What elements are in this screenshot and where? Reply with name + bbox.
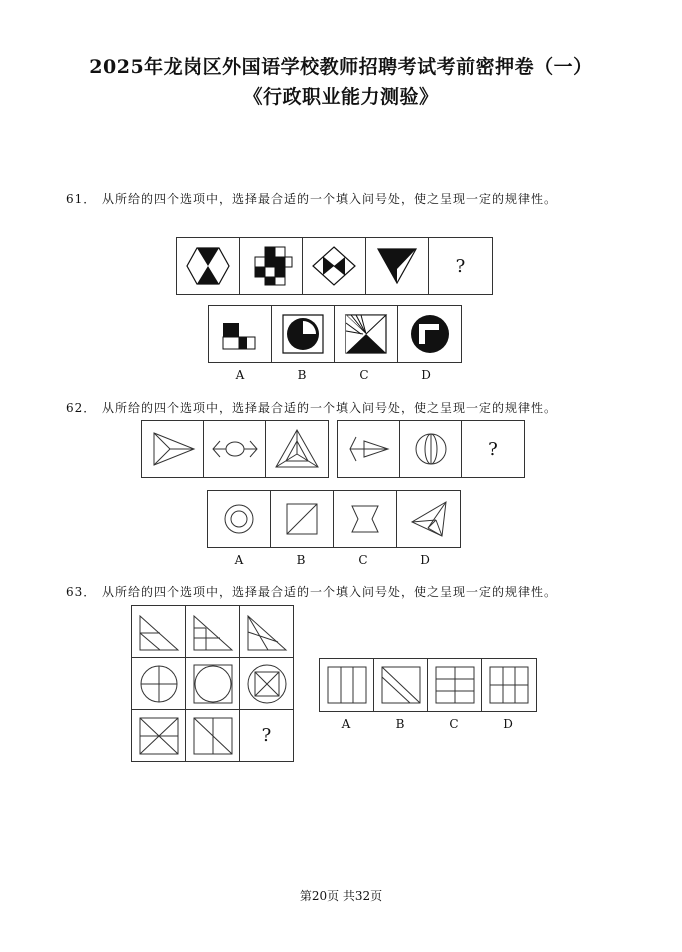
q62-stem-right <box>337 420 525 478</box>
q61-stem-row <box>176 237 493 295</box>
q62-options-row <box>207 490 461 548</box>
q63-cell-1-3 <box>240 606 294 658</box>
q61-stem-arrow-shape <box>366 238 429 294</box>
q61-option-a <box>209 306 272 362</box>
q61-option-labels <box>209 368 457 382</box>
q61-stem-hexagon <box>177 238 240 294</box>
q61-stem-diamond <box>303 238 366 294</box>
q62-stem-left <box>141 420 329 478</box>
option-label-a: A <box>235 368 245 382</box>
q63-cell-2-1 <box>132 658 186 710</box>
q63-options-row <box>319 658 537 712</box>
q63-cell-2-3 <box>240 658 294 710</box>
q63-cell-2-2 <box>186 658 240 710</box>
q61-options-row <box>208 305 462 363</box>
q63-cell-1-2 <box>186 606 240 658</box>
q63-option-labels <box>319 717 535 731</box>
question-text: 从所给的四个选项中，选择最合适的一个填入问号处，使之呈现一定的规律性。 <box>102 401 558 415</box>
q62-option-a <box>208 491 271 547</box>
option-label-c: C <box>358 553 368 567</box>
q61-option-c <box>335 306 398 362</box>
q63-option-c <box>428 659 482 711</box>
q61-stem-question <box>429 238 492 294</box>
q62-option-b <box>271 491 334 547</box>
option-label-d: D <box>503 717 513 731</box>
q62-stem-2 <box>204 421 266 477</box>
q63-option-b <box>374 659 428 711</box>
option-label-a: A <box>341 717 351 731</box>
question-text: 从所给的四个选项中，选择最合适的一个填入问号处，使之呈现一定的规律性。 <box>102 192 558 206</box>
q63-cell-3-1 <box>132 710 186 762</box>
question-mark: ? <box>261 725 272 746</box>
question-number: 63． <box>66 585 97 599</box>
q62-stem-1 <box>142 421 204 477</box>
question-mark: ? <box>455 255 466 277</box>
option-label-d: D <box>421 368 431 382</box>
option-label-b: B <box>296 553 306 567</box>
q62-stem-5 <box>400 421 462 477</box>
q63-cell-3-3 <box>240 710 294 762</box>
option-label-c: C <box>449 717 459 731</box>
q63-option-d <box>482 659 536 711</box>
question-mark: ? <box>488 438 498 460</box>
q62-stem-3 <box>266 421 328 477</box>
q62-option-labels <box>208 553 456 567</box>
option-label-b: B <box>297 368 307 382</box>
q61-option-b <box>272 306 335 362</box>
page-title-line1: 2025年龙岗区外国语学校教师招聘考试考前密押卷（一） <box>89 56 593 78</box>
option-label-a: A <box>234 553 244 567</box>
question-62 <box>66 399 557 416</box>
question-number: 62． <box>66 401 97 415</box>
q63-option-a <box>320 659 374 711</box>
q62-stem-4 <box>338 421 400 477</box>
q63-stem-grid <box>131 605 294 762</box>
page-title-line2: 《行政职业能力测验》 <box>243 86 439 108</box>
option-label-c: C <box>359 368 369 382</box>
q61-stem-cross-blocks <box>240 238 303 294</box>
q62-option-c <box>334 491 397 547</box>
option-label-d: D <box>420 553 430 567</box>
q62-option-d <box>397 491 460 547</box>
q63-cell-3-2 <box>186 710 240 762</box>
q61-option-d <box>398 306 461 362</box>
question-63 <box>66 583 557 600</box>
question-text: 从所给的四个选项中，选择最合适的一个填入问号处，使之呈现一定的规律性。 <box>102 585 558 599</box>
question-61 <box>66 190 557 207</box>
q63-cell-1-1 <box>132 606 186 658</box>
page-footer: 第20页 共32页 <box>299 889 383 903</box>
option-label-b: B <box>395 717 405 731</box>
q62-stem-question <box>462 421 524 477</box>
question-number: 61． <box>66 192 97 206</box>
